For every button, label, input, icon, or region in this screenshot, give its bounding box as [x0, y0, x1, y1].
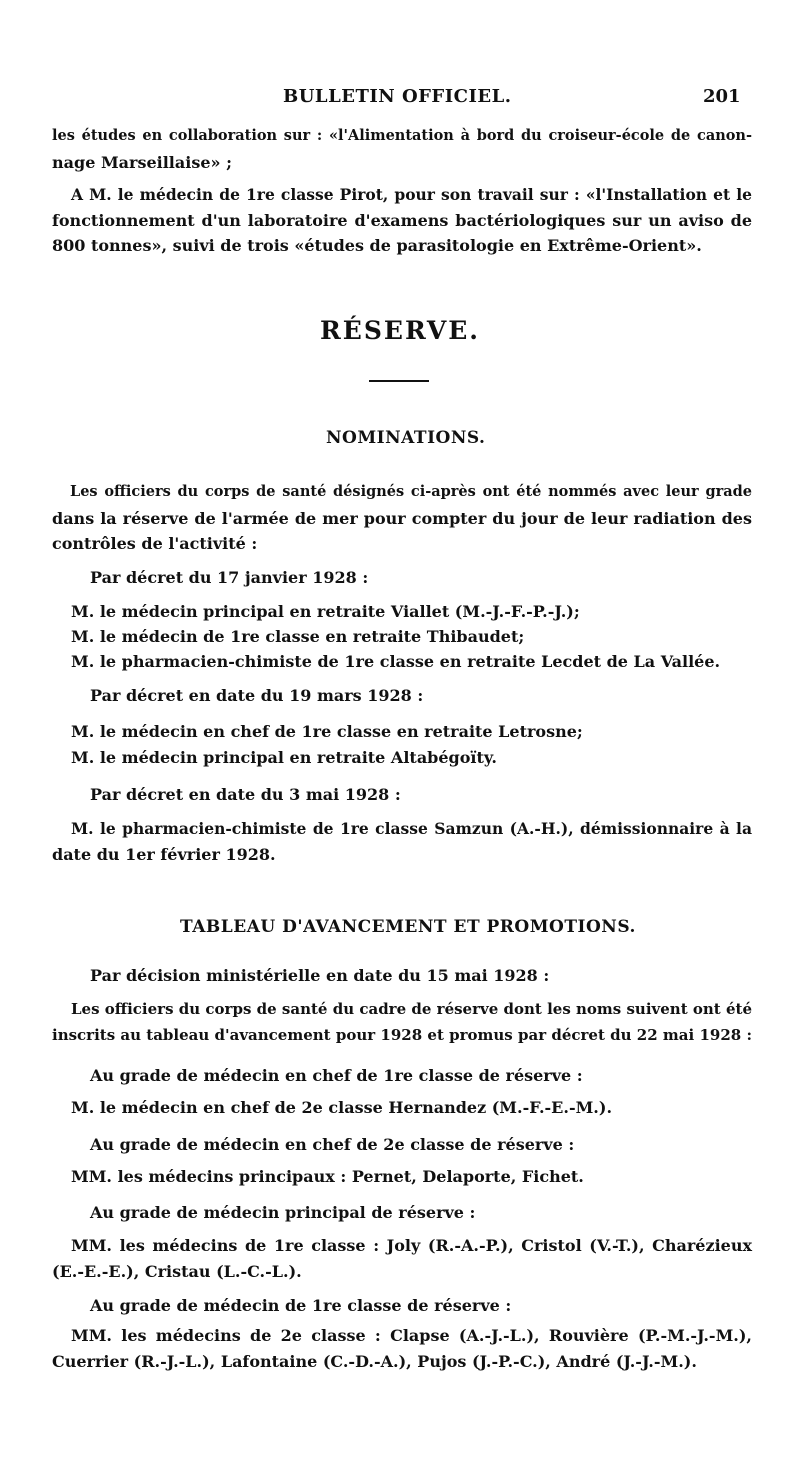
tableau-line: inscrits au tableau d'avancement pour 1928 et promus par décret du 22 mai 1928 : [52, 1026, 752, 1044]
decision-line: Par décision ministérielle en date du 15 mai 1928 : [90, 966, 550, 985]
promotion-line: MM. les médecins de 1re classe : Joly (R.-A.-P.), Cristol (V.-T.), Charézieux [71, 1236, 752, 1255]
running-header: BULLETIN OFFICIEL. [283, 86, 512, 107]
nomination-line: M. le pharmacien-chimiste de 1re classe en retraite Lecdet de La Vallée. [71, 652, 721, 671]
intro-line: nage Marseillaise» ; [52, 153, 232, 172]
promotion-line: (E.-E.-E.), Cristau (L.-C.-L.). [52, 1262, 302, 1281]
nomination-line: contrôles de l'activité : [52, 534, 258, 553]
intro-line: fonctionnement d'un laboratoire d'examens bactériologiques sur un aviso de [52, 211, 752, 230]
promotion-line: Cuerrier (R.-J.-L.), Lafontaine (C.-D.-A.), Pujos (J.-P.-C.), André (J.-J.-M.). [52, 1352, 697, 1371]
nomination-line: date du 1er février 1928. [52, 845, 276, 864]
grade-heading: Au grade de médecin en chef de 1re classe de réserve : [90, 1066, 583, 1085]
section-divider [369, 380, 429, 382]
decree-line: Par décret en date du 3 mai 1928 : [90, 785, 401, 804]
promotion-line: MM. les médecins principaux : Pernet, Delaporte, Fichet. [71, 1167, 584, 1186]
nomination-line: M. le médecin principal en retraite Altabégoïty. [71, 748, 497, 767]
nomination-line: dans la réserve de l'armée de mer pour compter du jour de leur radiation des [52, 509, 752, 528]
grade-heading: Au grade de médecin de 1re classe de réserve : [90, 1296, 512, 1315]
promotion-line: M. le médecin en chef de 2e classe Hernandez (M.-F.-E.-M.). [71, 1098, 613, 1117]
grade-heading: Au grade de médecin en chef de 2e classe de réserve : [90, 1135, 575, 1154]
nomination-line: Les officiers du corps de santé désignés ci-après ont été nommés avec leur grade [70, 483, 752, 500]
nomination-line: M. le médecin en chef de 1re classe en retraite Letrosne; [71, 722, 583, 741]
nomination-line: M. le pharmacien-chimiste de 1re classe Samzun (A.-H.), démissionnaire à la [71, 819, 752, 838]
subsection-title: NOMINATIONS. [326, 428, 486, 448]
section-title: RÉSERVE. [320, 316, 480, 345]
intro-line: A M. le médecin de 1re classe Pirot, pour son travail sur : «l'Installation et le [71, 185, 752, 204]
decree-line: Par décret du 17 janvier 1928 : [90, 568, 369, 587]
tableau-title: TABLEAU D'AVANCEMENT ET PROMOTIONS. [180, 917, 636, 937]
tableau-line: Les officiers du corps de santé du cadre de réserve dont les noms suivent ont été [71, 1000, 752, 1018]
promotion-line: MM. les médecins de 2e classe : Clapse (A.-J.-L.), Rouvière (P.-M.-J.-M.), [71, 1326, 752, 1345]
intro-line: les études en collaboration sur : «l'Alimentation à bord du croiseur-école de canon- [52, 127, 752, 144]
decree-line: Par décret en date du 19 mars 1928 : [90, 686, 424, 705]
page-number: 201 [703, 86, 741, 107]
intro-line: 800 tonnes», suivi de trois «études de parasitologie en Extrême-Orient». [52, 236, 702, 255]
nomination-line: M. le médecin principal en retraite Viallet (M.-J.-F.-P.-J.); [71, 602, 580, 621]
nomination-line: M. le médecin de 1re classe en retraite Thibaudet; [71, 627, 525, 646]
grade-heading: Au grade de médecin principal de réserve : [90, 1203, 476, 1222]
